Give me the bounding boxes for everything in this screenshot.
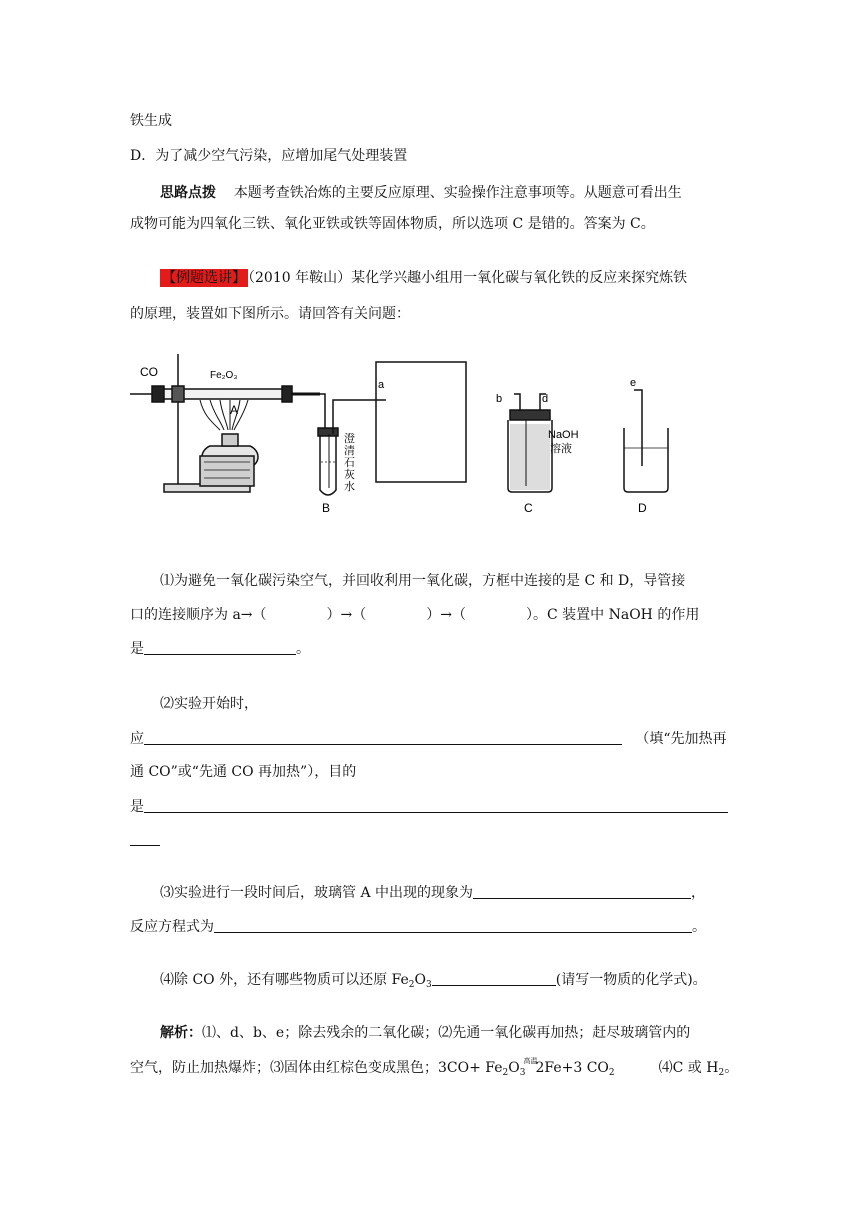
- q1-prefix: 是: [130, 641, 144, 657]
- q4-prompt: ⑷除 CO 外，还有哪些物质可以还原 Fe: [160, 972, 409, 988]
- label-d: D: [638, 501, 647, 515]
- label-solution: 溶液: [550, 443, 572, 455]
- q3-phenomenon-blank[interactable]: [473, 884, 691, 899]
- q2-fill-hint: （填“先加热再: [635, 731, 727, 747]
- label-c: C: [524, 501, 533, 515]
- label-b: B: [322, 501, 331, 515]
- q1-line-1: ⑴为避免一氧化碳污染空气，并回收利用一氧化碳，方框中连接的是 C 和 D，导管接: [160, 573, 686, 589]
- answer-line-2: [130, 1058, 738, 1083]
- answer-text-1: ⑴、d、b、e；除去残余的二氧化碳；⑵先通一氧化碳再加热；赶尽玻璃管内的: [202, 1025, 691, 1041]
- example-text-2: 的原理，装置如下图所示。请回答有关问题：: [130, 306, 410, 322]
- q2-purpose-blank[interactable]: [144, 798, 728, 813]
- text-line-1: 铁生成: [130, 113, 172, 129]
- reaction-condition: 高温: [523, 1057, 538, 1065]
- q2-line-5: [130, 830, 160, 850]
- q4-sub-2: 2: [408, 980, 415, 990]
- apparatus-figure: [130, 350, 670, 520]
- q1-line-3: [130, 639, 310, 659]
- answer-line-1: [160, 1023, 690, 1043]
- hint-label: 思路点拨: [160, 185, 216, 201]
- answer-end: 。: [724, 1060, 739, 1076]
- example-tag: 【例题选讲】: [162, 270, 246, 286]
- port-a: a: [378, 379, 385, 391]
- q4-o: O: [414, 972, 426, 988]
- q1-seq-end: ）。C 装置中 NaOH 的作用: [526, 607, 700, 623]
- port-d: d: [542, 393, 549, 405]
- answer-label: 解析：: [160, 1025, 202, 1041]
- label-fe2o3: Fe₂O₃: [210, 370, 238, 381]
- limewater-4: 灰: [344, 469, 355, 481]
- q3-prompt: ⑶实验进行一段时间后，玻璃管 A 中出现的现象为: [160, 885, 474, 901]
- answer-sub-2b: 2: [608, 1068, 615, 1078]
- answer-text-2b: 2Fe+3 CO: [535, 1060, 609, 1076]
- q2-purpose-blank-cont[interactable]: [130, 831, 160, 846]
- answer-sub-2: 2: [502, 1068, 509, 1078]
- q2-prefix: 应: [130, 731, 144, 747]
- hint-text-2: 成物可能为四氧化三铁、氧化亚铁或铁等固体物质，所以选项 C 是错的。答案为 C。: [130, 216, 655, 232]
- q4-answer-blank[interactable]: [432, 971, 556, 986]
- label-naoh: NaOH: [548, 429, 579, 441]
- q2-answer-blank[interactable]: [144, 730, 622, 745]
- q1-seq-mid-1: ）→（: [326, 607, 367, 623]
- q2-line-2: [130, 729, 727, 749]
- q2-line-3: 通 CO”或“先通 CO 再加热”），目的: [130, 764, 357, 780]
- q1-line-2: [130, 605, 699, 625]
- example-paragraph: [160, 268, 687, 288]
- answer-text-2c: ⑷C 或 H: [658, 1060, 719, 1076]
- limewater-3: 石: [344, 457, 355, 469]
- hint-paragraph: [160, 183, 682, 203]
- q3-end: 。: [692, 919, 706, 935]
- limewater-1: 澄: [344, 433, 355, 445]
- q1-seq-start: 口的连接顺序为 a→（: [130, 607, 267, 623]
- example-text: （2010 年鞍山）某化学兴趣小组用一氧化碳与氧化铁的反应来探究炼铁: [248, 270, 688, 286]
- answer-sub-2c: 2: [718, 1068, 725, 1078]
- hint-text: 本题考查铁冶炼的主要反应原理、实验操作注意事项等。从题意可看出生: [233, 185, 682, 201]
- q3-line-2: [130, 917, 706, 937]
- q4-sub-3: 3: [426, 980, 432, 990]
- q3-equation-prompt: 反应方程式为: [130, 919, 214, 935]
- port-e: e: [630, 377, 637, 389]
- limewater-2: 清: [344, 445, 355, 457]
- label-a: A: [230, 403, 239, 417]
- option-d: D．为了减少空气污染，应增加尾气处理装置: [130, 148, 408, 164]
- port-b: b: [496, 393, 503, 405]
- q2-line-4: [130, 797, 728, 817]
- q3-equation-blank[interactable]: [214, 918, 692, 933]
- answer-text-2a: 空气，防止加热爆炸；⑶固体由红棕色变成黑色；3CO+ Fe: [130, 1060, 503, 1076]
- answer-o: O: [508, 1060, 520, 1076]
- q1-seq-mid-2: ）→（: [426, 607, 466, 623]
- answer-sub-3: 3: [519, 1068, 526, 1078]
- q4-instruction: (请写一物质的化学式)。: [555, 972, 707, 988]
- q4-line: [160, 970, 707, 995]
- q2-line-1: ⑵实验开始时，: [160, 696, 258, 712]
- label-co: CO: [140, 365, 158, 379]
- q1-end: 。: [296, 641, 310, 657]
- q3-comma: ，: [691, 885, 706, 901]
- limewater-5: 水: [344, 481, 355, 493]
- q3-line-1: [160, 883, 705, 903]
- q1-answer-blank[interactable]: [144, 640, 296, 655]
- q2-purpose-prefix: 是: [130, 799, 144, 815]
